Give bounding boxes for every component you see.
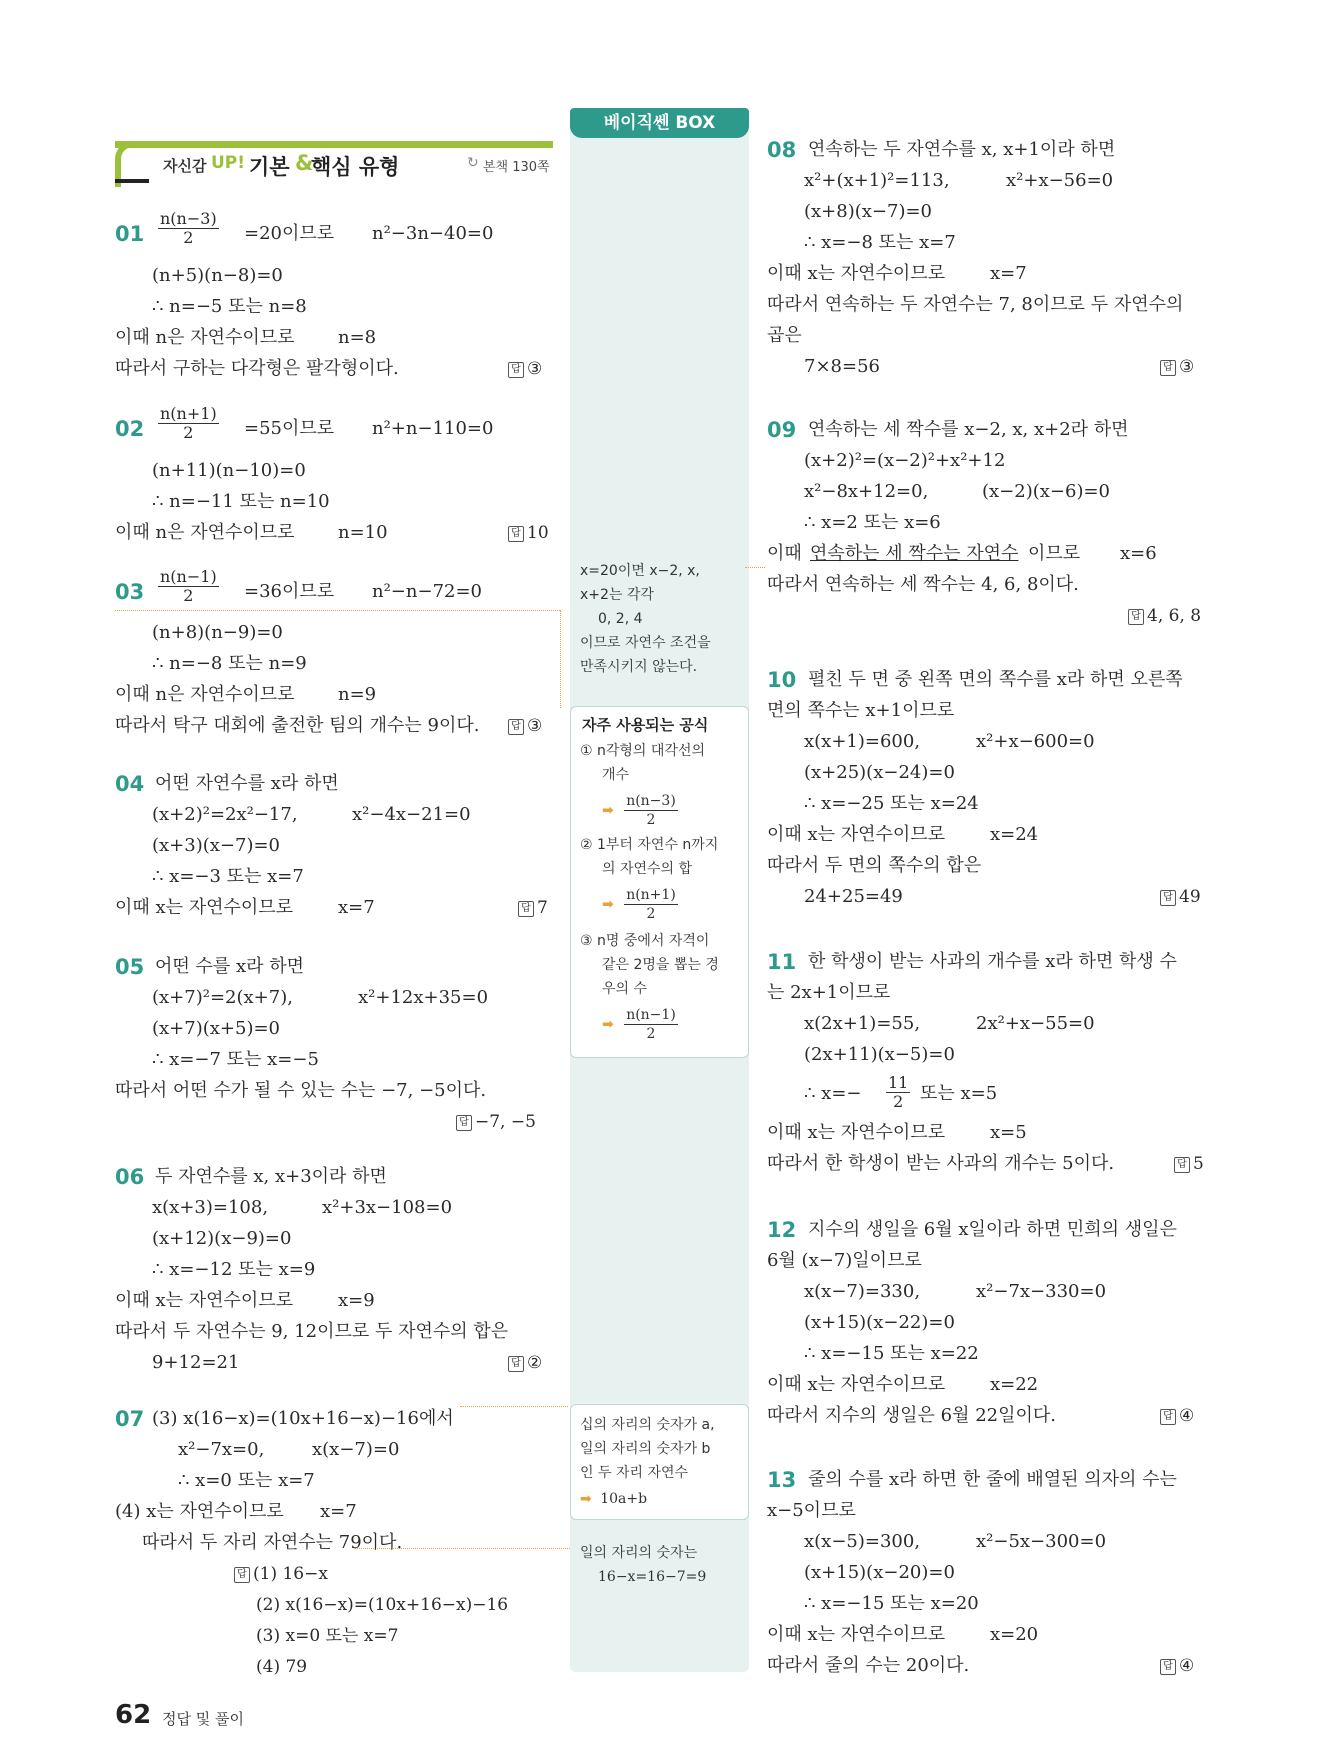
- solution-line: x(x+3)=108,: [152, 1197, 269, 1218]
- solution-line: (x+15)(x−20)=0: [804, 1562, 955, 1583]
- solution-line: 따라서 두 자연수는 9, 12이므로 두 자연수의 합은: [115, 1321, 509, 1342]
- solution-line: 2x²+x−55=0: [976, 1013, 1095, 1034]
- solution-line: 이때: [767, 543, 802, 564]
- solution-line: ∴ x=0 또는 x=7: [178, 1470, 315, 1491]
- problem-number: 02: [115, 417, 145, 441]
- side-note-line: 16−x=16−7=9: [598, 1569, 707, 1585]
- solution-line: (3) x(16−x)=(10x+16−x)−16에서: [152, 1408, 454, 1429]
- problem-number: 07: [115, 1407, 145, 1431]
- solution-line: x²+12x+35=0: [358, 987, 489, 1008]
- arrow-icon: ➡: [580, 1491, 592, 1507]
- answer: [1174, 1152, 1204, 1176]
- frac-den: 2: [893, 1092, 904, 1111]
- answer: [456, 1110, 536, 1134]
- solution-line: 두 자연수를 x, x+3이라 하면: [155, 1166, 387, 1187]
- frac-num: 11: [888, 1073, 909, 1092]
- answer-value: 49: [1179, 887, 1201, 907]
- solution-line: x²−7x−330=0: [976, 1281, 1107, 1302]
- solution-line: 6월 (x−7)일이므로: [767, 1250, 922, 1271]
- frac-num: n(n+1): [626, 887, 676, 903]
- header-amp: &: [295, 151, 314, 175]
- connector-line: [745, 567, 765, 568]
- answer-value: 10: [527, 523, 549, 543]
- problem-number: 05: [115, 955, 145, 979]
- solution-line: n=9: [338, 684, 377, 705]
- solution-line: x(x+1)=600,: [804, 731, 921, 752]
- solution-line: 따라서 탁구 대회에 출전한 팀의 개수는 9이다.: [115, 715, 480, 736]
- solution-line: ∴ x=−12 또는 x=9: [152, 1259, 316, 1280]
- solution-line: 연속하는 세 짝수는 자연수: [810, 543, 1019, 564]
- solution-line: 따라서 어떤 수가 될 수 있는 수는 −7, −5이다.: [115, 1080, 487, 1101]
- answer-value: (4) 79: [256, 1657, 308, 1677]
- solution-line: ∴ x=−8 또는 x=7: [804, 232, 956, 253]
- solution-line: x(2x+1)=55,: [804, 1013, 921, 1034]
- solution-line: (x−2)(x−6)=0: [982, 481, 1110, 502]
- side-note-value: 10a+b: [600, 1491, 648, 1507]
- solution-line: ∴ n=−11 또는 n=10: [152, 491, 330, 512]
- formula-line: 우의 수: [602, 981, 648, 997]
- solution-line: 따라서 두 자리 자연수는 79이다.: [142, 1532, 403, 1553]
- side-note-line: 인 두 자리 자연수: [580, 1465, 689, 1481]
- solution-line: n=8: [338, 327, 377, 348]
- solution-line: (n+11)(n−10)=0: [152, 460, 306, 481]
- solution-line: x−5이므로: [767, 1500, 856, 1521]
- answer-value: ③: [527, 716, 543, 736]
- solution-line: ∴ x=2 또는 x=6: [804, 512, 941, 533]
- answer-icon: 답: [508, 362, 524, 378]
- side-note-line: 만족시키지 않는다.: [580, 659, 698, 675]
- answer: [1160, 1404, 1194, 1428]
- footer-label: 정답 및 풀이: [162, 1710, 244, 1728]
- solution-line: 곱은: [767, 325, 802, 346]
- solution-line: 7×8=56: [804, 356, 880, 377]
- fraction: [158, 405, 219, 442]
- header-sub: 자신감: [163, 157, 207, 175]
- solution-line: 연속하는 세 짝수를 x−2, x, x+2라 하면: [808, 419, 1129, 440]
- solution-line: x²−8x+12=0,: [804, 481, 929, 502]
- formula-line: ③ n명 중에서 자격이: [580, 933, 710, 949]
- answer-icon: 답: [1160, 890, 1176, 906]
- answer-icon: 답: [234, 1567, 250, 1583]
- solution-line: (x+12)(x−9)=0: [152, 1228, 292, 1249]
- answer-icon: 답: [508, 1356, 524, 1372]
- side-note-line: 일의 자리의 숫자가 b: [580, 1441, 711, 1457]
- side-note-line: 일의 자리의 숫자는: [580, 1545, 698, 1561]
- answer: [1160, 355, 1194, 379]
- fraction: [158, 210, 219, 247]
- solution-line: x(x−7)=0: [312, 1439, 400, 1460]
- frac-num: n(n−3): [626, 793, 676, 809]
- solution-line: x²+(x+1)²=113,: [804, 170, 950, 191]
- solution-line: x²+x−56=0: [1006, 170, 1114, 191]
- solution-line: x=24: [990, 824, 1039, 845]
- solution-line: n²−3n−40=0: [372, 223, 494, 244]
- formula-line: 의 자연수의 합: [602, 861, 693, 877]
- answer: [508, 714, 542, 738]
- solution-line: (2x+11)(x−5)=0: [804, 1044, 955, 1065]
- header-ref: 본책 130쪽: [483, 160, 550, 175]
- solution-line: =55이므로: [244, 418, 335, 439]
- frac-num: n(n−3): [160, 209, 217, 228]
- side-note-line: 이므로 자연수 조건을: [580, 635, 711, 651]
- problem-number: 13: [767, 1468, 797, 1492]
- solution-line: x²+x−600=0: [976, 731, 1095, 752]
- solution-line: x²+3x−108=0: [322, 1197, 453, 1218]
- solution-line: 이때 x는 자연수이므로: [767, 1374, 946, 1395]
- problem-number: 03: [115, 580, 145, 604]
- solution-line: 따라서 연속하는 두 자연수는 7, 8이므로 두 자연수의: [767, 294, 1184, 315]
- solution-line: (n+5)(n−8)=0: [152, 265, 283, 286]
- solution-line: ∴ x=−15 또는 x=20: [804, 1593, 979, 1614]
- answer: [508, 357, 542, 381]
- solution-line: =36이므로: [244, 581, 335, 602]
- solution-line: 따라서 지수의 생일은 6월 22일이다.: [767, 1405, 1057, 1426]
- solution-line: 따라서 한 학생이 받는 사과의 개수는 5이다.: [767, 1153, 1115, 1174]
- solution-line: n²+n−110=0: [372, 418, 494, 439]
- solution-line: ∴ x=−15 또는 x=22: [804, 1343, 979, 1364]
- solution-line: 어떤 수를 x라 하면: [155, 956, 305, 977]
- solution-line: (4) x는 자연수이므로: [115, 1501, 284, 1522]
- formula-title: 자주 사용되는 공식: [582, 716, 709, 734]
- solution-line: 따라서 두 면의 쪽수의 합은: [767, 855, 982, 876]
- problem-number: 04: [115, 772, 145, 796]
- problem-number: 12: [767, 1218, 797, 1242]
- refresh-icon: ↻: [467, 155, 479, 171]
- answer-icon: 답: [518, 901, 534, 917]
- solution-line: 면의 쪽수는 x+1이므로: [767, 700, 955, 721]
- fraction: [886, 1074, 910, 1111]
- formula-line: ② 1부터 자연수 n까지: [580, 837, 719, 853]
- answer-value: ②: [527, 1353, 543, 1373]
- solution-line: n=10: [338, 522, 388, 543]
- solution-line: (x+8)(x−7)=0: [804, 201, 932, 222]
- solution-line: (x+3)(x−7)=0: [152, 835, 280, 856]
- frac-den: 2: [183, 228, 194, 247]
- formula-line: 개수: [602, 767, 630, 783]
- solution-line: 이때 n은 자연수이므로: [115, 522, 295, 543]
- frac-num: n(n+1): [160, 404, 217, 423]
- side-note-line: x+2는 각각: [580, 587, 654, 603]
- header-title-a: 기본: [249, 155, 290, 179]
- frac-den: 2: [183, 423, 194, 442]
- formula-result: [602, 792, 678, 829]
- formula-line: ① n각형의 대각선의: [580, 743, 705, 759]
- problem-number: 11: [767, 950, 797, 974]
- solution-line: =20이므로: [244, 223, 335, 244]
- connector-line: [460, 1406, 568, 1407]
- solution-line: x=7: [990, 263, 1027, 284]
- header-up: UP!: [211, 153, 246, 173]
- solution-line: 따라서 연속하는 세 짝수는 4, 6, 8이다.: [767, 574, 1079, 595]
- solution-line: x²−7x=0,: [178, 1439, 265, 1460]
- frac-den: 2: [646, 906, 656, 922]
- solution-line: x²−4x−21=0: [352, 804, 471, 825]
- solution-line: (x+2)²=(x−2)²+x²+12: [804, 450, 1006, 471]
- formula-result: [602, 886, 678, 923]
- problem-number: 08: [767, 138, 797, 162]
- solution-line: 24+25=49: [804, 886, 903, 907]
- solution-line: 이때 x는 자연수이므로: [767, 824, 946, 845]
- formula-result: [602, 1006, 678, 1043]
- solution-line: x=20: [990, 1624, 1039, 1645]
- solution-line: 펼친 두 면 중 왼쪽 면의 쪽수를 x라 하면 오른쪽: [808, 669, 1183, 690]
- answer-value: ④: [1179, 1406, 1195, 1426]
- box-title: 베이직쎈 BOX: [570, 108, 749, 138]
- side-note-line: 십의 자리의 숫자가 a,: [580, 1417, 715, 1433]
- fraction: [158, 568, 219, 605]
- formula-line: 같은 2명을 뽑는 경: [602, 957, 719, 973]
- solution-line: n²−n−72=0: [372, 581, 483, 602]
- answer-icon: 답: [456, 1115, 472, 1131]
- solution-line: 이므로: [1028, 543, 1081, 564]
- solution-line: x=6: [1120, 543, 1157, 564]
- side-note-line: x=20이면 x−2, x,: [580, 563, 700, 579]
- answer-icon: 답: [1160, 1409, 1176, 1425]
- answer-value: ④: [1179, 1656, 1195, 1676]
- solution-line: 따라서 줄의 수는 20이다.: [767, 1655, 970, 1676]
- answer: [518, 896, 548, 920]
- answer: [508, 1351, 542, 1375]
- answer-value: 4, 6, 8: [1147, 606, 1202, 626]
- solution-line: 이때 x는 자연수이므로: [115, 897, 294, 918]
- solution-line: 한 학생이 받는 사과의 개수를 x라 하면 학생 수: [808, 951, 1177, 972]
- solution-line: 지수의 생일을 6월 x일이라 하면 민희의 생일은: [808, 1219, 1177, 1240]
- answer-value: (1) 16−x: [253, 1564, 328, 1584]
- frac-num: n(n−1): [626, 1007, 676, 1023]
- solution-line: (n+8)(n−9)=0: [152, 622, 283, 643]
- answer: [234, 1562, 328, 1586]
- solution-line: ∴ n=−8 또는 n=9: [152, 653, 307, 674]
- answer-value: (2) x(16−x)=(10x+16−x)−16: [256, 1595, 509, 1615]
- solution-line: (x+25)(x−24)=0: [804, 762, 955, 783]
- connector-line: [560, 610, 561, 708]
- problem-number: 01: [115, 222, 145, 246]
- answer-value: ③: [527, 359, 543, 379]
- answer-icon: 답: [1160, 1659, 1176, 1675]
- solution-line: (x+7)²=2(x+7),: [152, 987, 293, 1008]
- solution-line: 줄의 수를 x라 하면 한 줄에 배열된 의자의 수는: [808, 1469, 1177, 1490]
- frac-den: 2: [646, 812, 656, 828]
- solution-line: ∴ x=−: [804, 1083, 862, 1104]
- solution-line: x=7: [338, 897, 375, 918]
- frac-den: 2: [646, 1026, 656, 1042]
- solution-line: 이때 x는 자연수이므로: [115, 1290, 294, 1311]
- solution-line: 9+12=21: [152, 1352, 240, 1373]
- solution-line: x(x−7)=330,: [804, 1281, 921, 1302]
- page-number: 62: [115, 1700, 152, 1730]
- answer-icon: 답: [1128, 609, 1144, 625]
- solution-line: 이때 n은 자연수이므로: [115, 684, 295, 705]
- answer: [1128, 604, 1201, 628]
- solution-line: (x+15)(x−22)=0: [804, 1312, 955, 1333]
- answer-value: −7, −5: [475, 1112, 536, 1132]
- answer-value: 7: [537, 898, 548, 918]
- solution-line: x=22: [990, 1374, 1039, 1395]
- answer-value: ③: [1179, 357, 1195, 377]
- solution-line: x(x−5)=300,: [804, 1531, 921, 1552]
- connector-line: [115, 610, 560, 611]
- solution-line: ∴ x=−7 또는 x=−5: [152, 1049, 319, 1070]
- solution-line: 이때 x는 자연수이므로: [767, 1122, 946, 1143]
- answer-icon: 답: [1160, 360, 1176, 376]
- solution-line: ∴ x=−3 또는 x=7: [152, 866, 304, 887]
- solution-line: 또는 x=5: [920, 1083, 998, 1104]
- arrow-icon: ➡: [602, 1016, 614, 1033]
- problem-number: 06: [115, 1165, 145, 1189]
- solution-line: (x+2)²=2x²−17,: [152, 804, 298, 825]
- solution-line: 연속하는 두 자연수를 x, x+1이라 하면: [808, 139, 1116, 160]
- answer: [1160, 885, 1201, 909]
- answer: [1160, 1654, 1194, 1678]
- solution-line: 이때 x는 자연수이므로: [767, 1624, 946, 1645]
- problem-number: 10: [767, 668, 797, 692]
- solution-line: 따라서 구하는 다각형은 팔각형이다.: [115, 358, 399, 379]
- answer-icon: 답: [508, 719, 524, 735]
- frac-den: 2: [183, 586, 194, 605]
- solution-line: x=9: [338, 1290, 375, 1311]
- side-note-line: 0, 2, 4: [598, 611, 643, 627]
- arrow-icon: ➡: [602, 802, 614, 819]
- answer-value: (3) x=0 또는 x=7: [256, 1626, 399, 1646]
- solution-line: x=5: [990, 1122, 1027, 1143]
- side-note-result: [580, 1488, 647, 1511]
- header-bar: [115, 141, 553, 181]
- answer-icon: 답: [508, 526, 524, 542]
- header-title-b: 핵심 유형: [311, 155, 400, 179]
- header-accent: [115, 141, 553, 148]
- arrow-icon: ➡: [602, 896, 614, 913]
- header-underline: [115, 179, 149, 183]
- answer: [508, 521, 549, 545]
- solution-line: x²−5x−300=0: [976, 1531, 1107, 1552]
- solution-line: 이때 x는 자연수이므로: [767, 263, 946, 284]
- frac-num: n(n−1): [160, 567, 217, 586]
- solution-line: ∴ x=−25 또는 x=24: [804, 793, 979, 814]
- solution-line: x=7: [320, 1501, 357, 1522]
- answer-value: 5: [1193, 1154, 1204, 1174]
- solution-line: 는 2x+1이므로: [767, 982, 891, 1003]
- answer-icon: 답: [1174, 1157, 1190, 1173]
- solution-line: 이때 n은 자연수이므로: [115, 327, 295, 348]
- solution-line: (x+7)(x+5)=0: [152, 1018, 280, 1039]
- problem-number: 09: [767, 418, 797, 442]
- solution-line: ∴ n=−5 또는 n=8: [152, 296, 307, 317]
- solution-line: 어떤 자연수를 x라 하면: [155, 773, 339, 794]
